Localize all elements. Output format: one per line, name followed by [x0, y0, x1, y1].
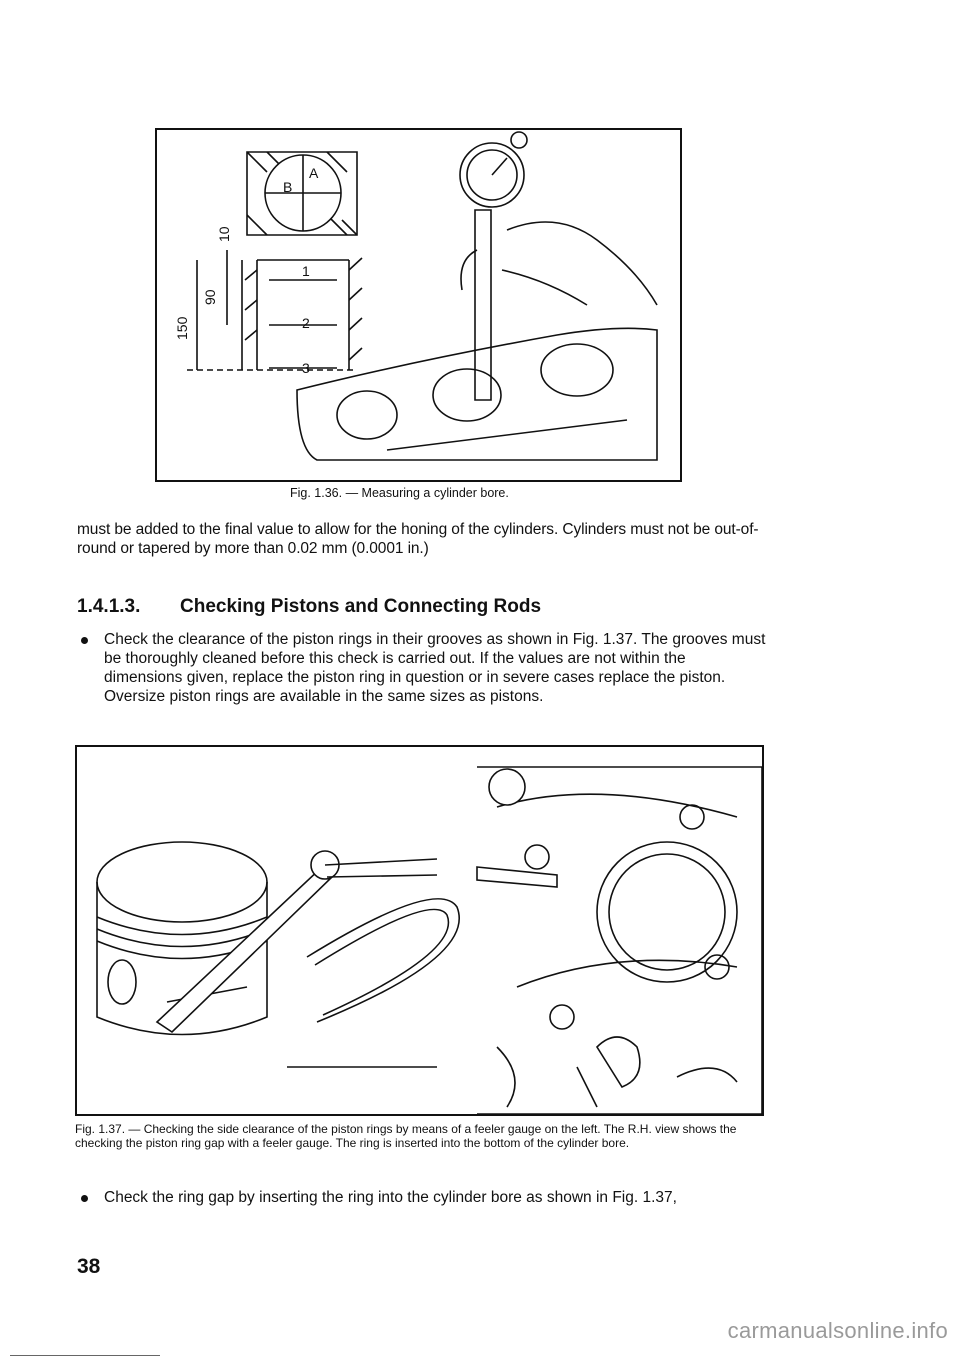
label-pos-1: 1 — [302, 263, 310, 279]
bullet-check-clearance — [77, 630, 767, 706]
label-pos-3: 3 — [302, 360, 310, 376]
section-title: Checking Pistons and Connecting Rods — [180, 596, 542, 617]
bullet-text: Check the ring gap by inserting the ring into the cylinder bore as shown in Fig. 1.37, — [104, 1189, 677, 1206]
cylinder-bore-illustration — [157, 130, 680, 480]
bullet-check-ring-gap — [77, 1188, 767, 1207]
label-pos-2: 2 — [302, 315, 310, 331]
page-number: 38 — [77, 1255, 101, 1278]
watermark: carmanualsonline.info — [727, 1318, 948, 1343]
bullet-icon — [81, 1195, 88, 1202]
section-number: 1.4.1.3. — [77, 596, 141, 617]
label-a: A — [309, 165, 319, 181]
paragraph-honing: must be added to the final value to allow for the honing of the cylinders. Cylinders must not be out-of-round or tapered by more than 0.02 mm (0.0001 in.) — [77, 521, 759, 557]
bullet-icon — [81, 637, 88, 644]
bullet-text: Check the clearance of the piston rings in their grooves as shown in Fig. 1.37. The grooves must be thoroughly cleaned before this check is carried out. If the values are not within the dimensions given, replace the piston ring in question or in severe cases replace the piston. Oversize piston rings are available in the same sizes as pistons. — [104, 631, 766, 705]
piston-ring-illustration — [77, 747, 762, 1114]
footer-divider — [10, 1355, 160, 1356]
figure-1-caption: Fig. 1.36. — Measuring a cylinder bore. — [290, 486, 509, 500]
label-dim-10: 10 — [216, 226, 232, 242]
figure-piston-ring-check — [75, 745, 764, 1116]
section-heading — [77, 596, 541, 618]
figure-2-caption: Fig. 1.37. — Checking the side clearance of the piston rings by means of a feeler gauge on the left. The R.H. view shows the checking the piston ring gap with a feeler gauge. The ring is inserted into the bottom of the cylinder bore. — [75, 1122, 737, 1150]
figure-cylinder-bore-measurement — [155, 128, 682, 482]
label-b: B — [283, 179, 293, 195]
label-dim-150: 150 — [174, 316, 190, 340]
label-dim-90: 90 — [202, 289, 218, 305]
